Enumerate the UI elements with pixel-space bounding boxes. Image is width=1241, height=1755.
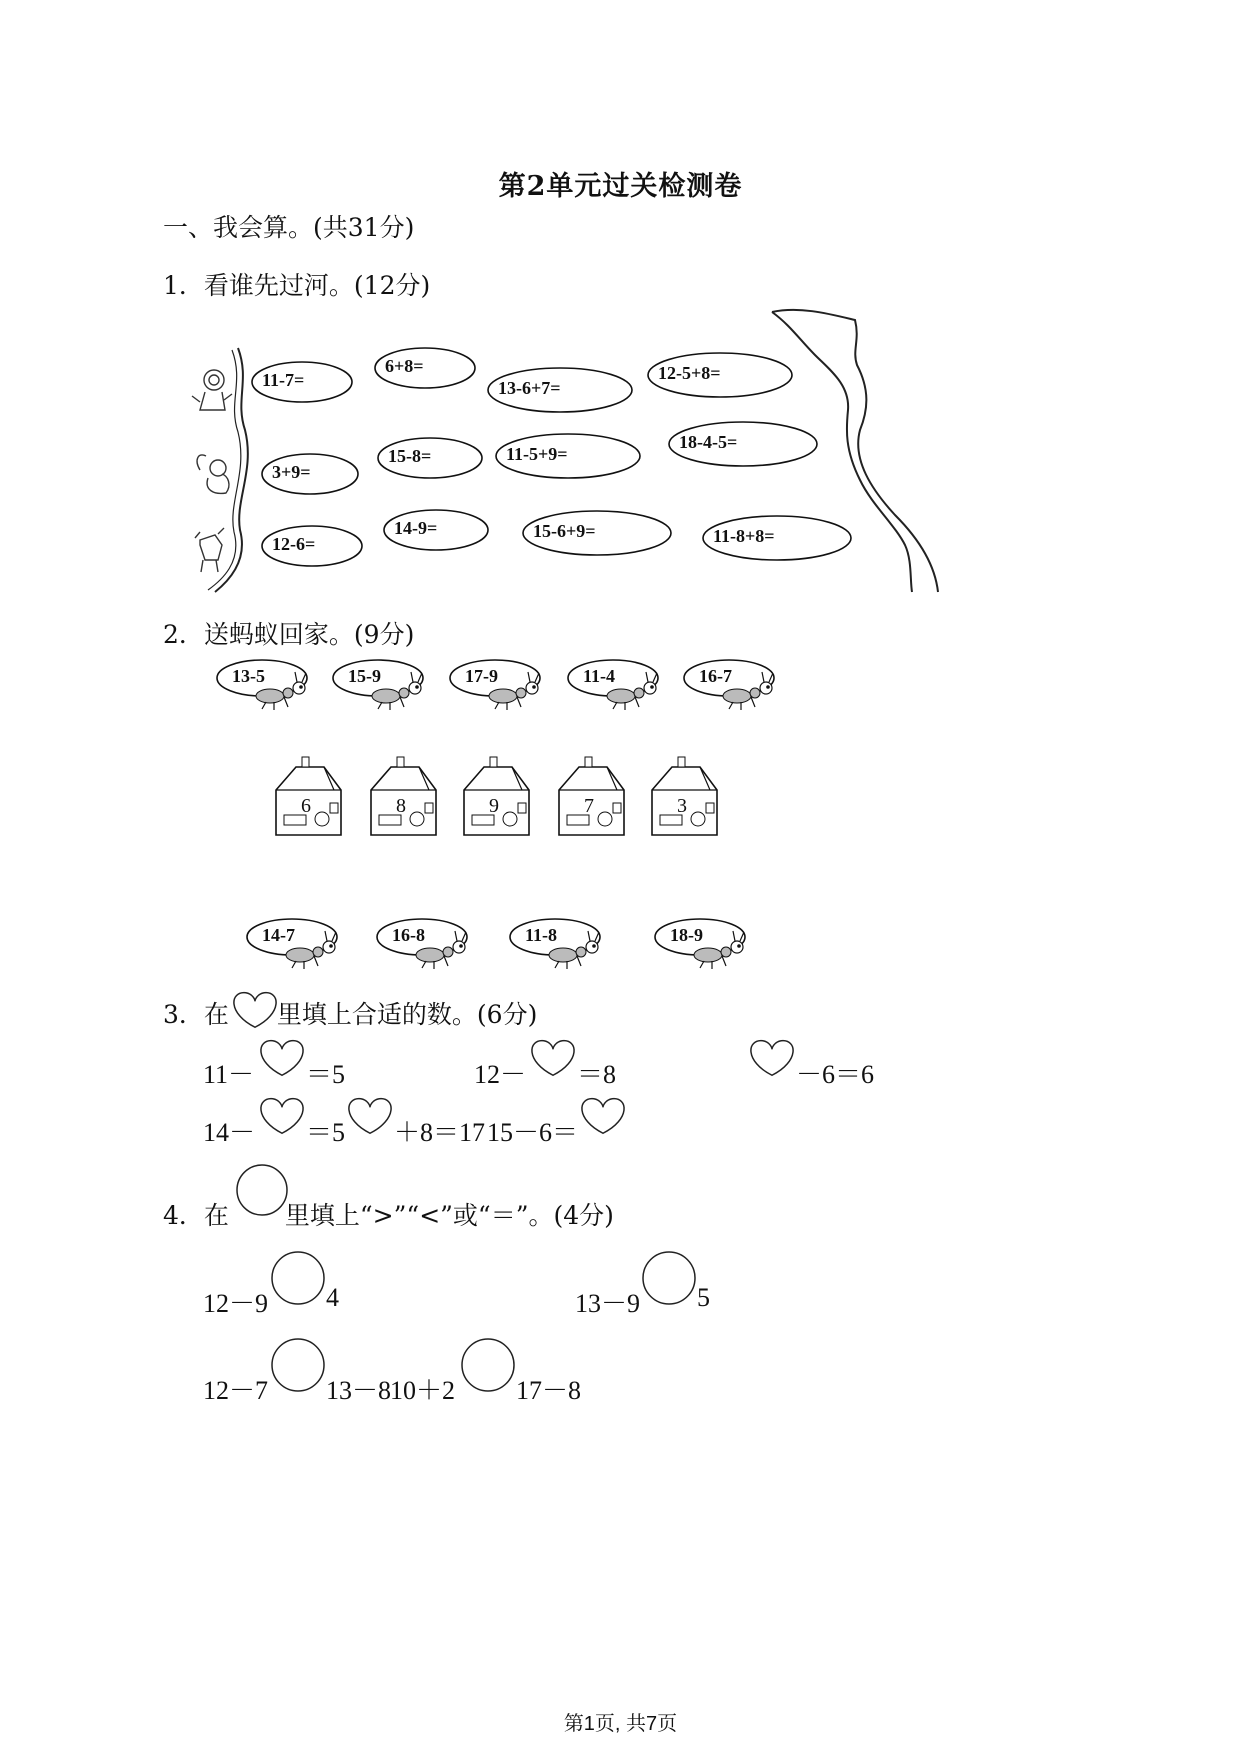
equation-text: 11-8+8= bbox=[713, 526, 775, 546]
q3-equation-left: 11－ bbox=[203, 1060, 255, 1089]
equation-text: 12-6= bbox=[272, 534, 316, 554]
q3-equation-left: 12－ bbox=[474, 1060, 527, 1089]
ant-label: 11-4 bbox=[583, 666, 616, 686]
q2-heading: 2．送蚂蚁回家。(9分) bbox=[163, 620, 415, 649]
q4-left-expression: 13－9 bbox=[575, 1289, 641, 1318]
q3-equation-right: ＝5 bbox=[306, 1118, 346, 1147]
circle-blank bbox=[462, 1339, 514, 1391]
ant-label: 16-8 bbox=[392, 925, 425, 945]
ant-label: 13-5 bbox=[232, 666, 265, 686]
q4-right-expression: 17－8 bbox=[516, 1376, 582, 1405]
circle-blank bbox=[272, 1252, 324, 1304]
equation-text: 13-6+7= bbox=[498, 378, 561, 398]
equation-text: 11-7= bbox=[262, 370, 305, 390]
q4-right-expression: 5 bbox=[697, 1283, 710, 1312]
equation-text: 6+8= bbox=[385, 356, 424, 376]
page-title: 第2单元过关检测卷 bbox=[498, 171, 743, 202]
q4-label-post: 里填上“>”“<”或“＝”。(4分) bbox=[284, 1201, 614, 1230]
q4-left-expression: 12－9 bbox=[203, 1289, 269, 1318]
ant-label: 18-9 bbox=[670, 925, 703, 945]
q3-label-pre: 3．在 bbox=[163, 1000, 229, 1029]
page-footer: 第1页, 共7页 bbox=[563, 1713, 678, 1735]
q4-left-expression: 12－7 bbox=[203, 1376, 269, 1405]
q3-equation-right: ＋8＝17 bbox=[394, 1118, 486, 1147]
circle-blank bbox=[237, 1165, 287, 1215]
q3-equation-left: 14－ bbox=[203, 1118, 256, 1147]
ant-label: 14-7 bbox=[262, 925, 295, 945]
house-number: 3 bbox=[677, 795, 687, 817]
house-number: 9 bbox=[489, 795, 499, 817]
circle-blank bbox=[643, 1252, 695, 1304]
ant-label: 15-9 bbox=[348, 666, 381, 686]
q4-label-pre: 4．在 bbox=[163, 1201, 229, 1230]
equation-text: 3+9= bbox=[272, 462, 311, 482]
equation-text: 15-6+9= bbox=[533, 521, 596, 541]
ant-label: 11-8 bbox=[525, 925, 558, 945]
section-1-heading: 一、我会算。(共31分) bbox=[163, 213, 415, 242]
q3-equation-left: 15－6＝ bbox=[487, 1118, 579, 1147]
q1-heading: 1．看谁先过河。(12分) bbox=[163, 271, 431, 300]
q4-left-expression: 10＋2 bbox=[390, 1376, 456, 1405]
ant-label: 17-9 bbox=[465, 666, 498, 686]
q4-right-expression: 4 bbox=[326, 1283, 339, 1312]
circle-blank bbox=[272, 1339, 324, 1391]
equation-text: 14-9= bbox=[394, 518, 438, 538]
ant-label: 16-7 bbox=[699, 666, 732, 686]
q3-equation-right: ＝8 bbox=[577, 1060, 617, 1089]
q3-label-post: 里填上合适的数。(6分) bbox=[276, 1000, 538, 1029]
equation-text: 12-5+8= bbox=[658, 363, 721, 383]
equation-text: 15-8= bbox=[388, 446, 432, 466]
house-number: 6 bbox=[301, 795, 311, 817]
q4-right-expression: 13－8 bbox=[326, 1376, 392, 1405]
q3-equation-right: ＝5 bbox=[306, 1060, 346, 1089]
house-number: 7 bbox=[584, 795, 594, 817]
equation-text: 11-5+9= bbox=[506, 444, 568, 464]
house-number: 8 bbox=[396, 795, 406, 817]
q3-equation-right: －6＝6 bbox=[796, 1060, 875, 1089]
equation-text: 18-4-5= bbox=[679, 432, 738, 452]
